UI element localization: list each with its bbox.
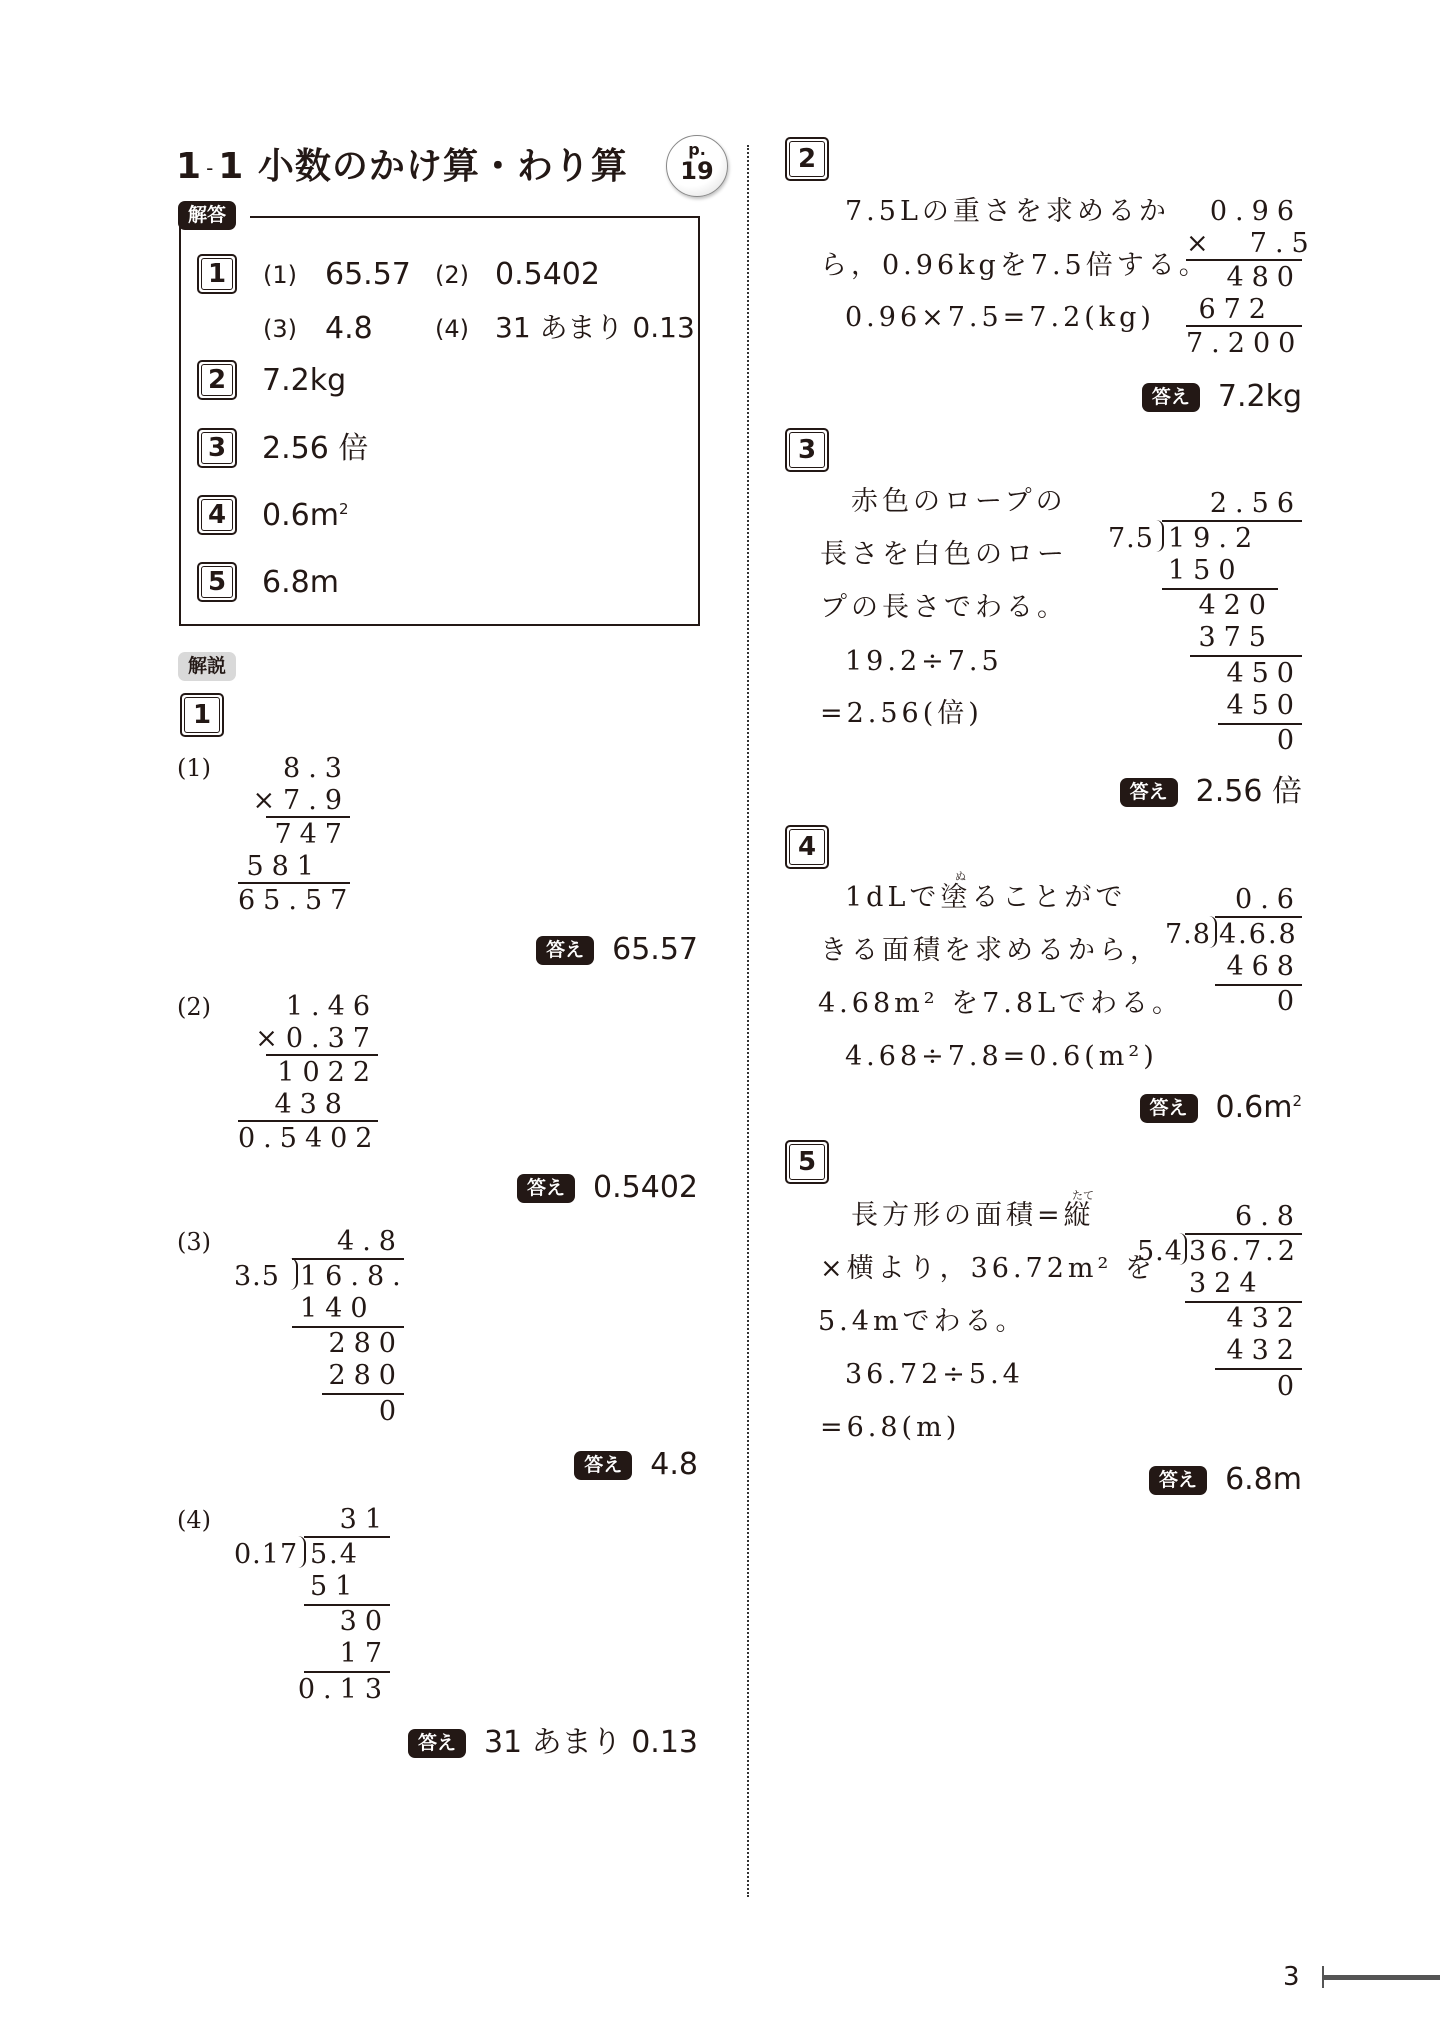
multiplication-1 (238, 753, 356, 916)
divisor: 3.5 (234, 1261, 280, 1292)
calc-row: ×7.9 (252, 785, 350, 816)
division-bar (1215, 916, 1302, 918)
division-step: 450 (1226, 690, 1302, 721)
calc-line (1186, 325, 1302, 327)
badge-number: 3 (789, 432, 825, 468)
problem-5-line-2: ×横より，36.72m² を (820, 1253, 1156, 1284)
calc-line (1186, 259, 1302, 261)
division-step: 0 (1276, 986, 1302, 1017)
division-bar (304, 1536, 390, 1538)
problem-5-line-1: 長方形の面積=縦 (851, 1200, 1095, 1231)
problem-5-line-4: 36.72÷5.4 (845, 1359, 1024, 1390)
answer-line-1-4 (408, 1725, 698, 1760)
divisor: 7.8 (1165, 919, 1211, 950)
page-bar (1323, 1975, 1440, 1980)
division-bracket (298, 1536, 306, 1568)
problem-4-line-1: 1dLで塗ることがで (845, 882, 1127, 913)
calc-line (238, 882, 350, 884)
answer-value: 7.2kg (1217, 379, 1302, 414)
column-divider (747, 145, 749, 1897)
answer-line-1-3 (574, 1447, 698, 1482)
calc-row: 747 (274, 819, 350, 850)
answer-tag: 答え (1120, 778, 1178, 807)
explanation-problem-3-badge (785, 428, 829, 472)
answer-line-5 (1149, 1462, 1302, 1497)
long-division-4 (234, 1506, 390, 1736)
dividend: 4.6.8 (1219, 919, 1298, 950)
division-step: 420 (1198, 590, 1274, 621)
problem-2-line-3: 0.96×7.5=7.2(kg) (845, 302, 1155, 333)
calc-row: 480 (1226, 262, 1302, 293)
answer-4-value (262, 498, 349, 533)
dividend: 16.8. (300, 1261, 409, 1292)
calc-line (238, 1120, 378, 1122)
division-step: 0 (1276, 1371, 1302, 1402)
answer-1-4-value: 31 あまり 0.13 (495, 311, 695, 344)
answers-tag: 解答 (178, 201, 236, 230)
page-ref-number: 19 (680, 157, 714, 185)
division-step: 140 (300, 1293, 376, 1324)
badge-number: 3 (201, 432, 233, 464)
calc-row: 672 (1198, 294, 1274, 325)
division-step: 375 (1198, 622, 1274, 653)
answer-line-3 (1120, 774, 1302, 809)
problem-4-line-4: 4.68÷7.8=0.6(m²) (845, 1041, 1158, 1072)
answer-tag: 答え (1142, 383, 1200, 412)
problem-5-line-5: =6.8(m) (820, 1412, 961, 1443)
answer-1-3-label: (3) (263, 315, 297, 343)
explanation-problem-2-badge (785, 137, 829, 181)
division-step: 450 (1226, 658, 1302, 689)
furigana-nu: ぬ (955, 870, 966, 883)
calc-line (322, 1393, 404, 1395)
division-bracket (290, 1258, 298, 1290)
calc-row: ×0.37 (255, 1023, 378, 1054)
calc-row: 438 (274, 1089, 350, 1120)
quotient: 6.8 (1235, 1201, 1302, 1232)
dividend: 19.2 (1168, 523, 1261, 554)
calc-row: 1022 (277, 1057, 378, 1088)
answer-tag: 答え (1149, 1466, 1207, 1495)
division-bar (292, 1258, 404, 1260)
answer-number: 0.6m (1215, 1090, 1293, 1125)
problem-3-line-5: =2.56(倍) (820, 698, 983, 729)
answer-problem-2-badge (197, 360, 237, 400)
division-bar (1162, 520, 1302, 522)
calc-row: 581 (246, 851, 322, 882)
division-step: 30 (339, 1606, 390, 1637)
badge-number: 4 (201, 499, 233, 531)
division-step: 280 (328, 1328, 404, 1359)
superscript: 2 (338, 500, 349, 518)
calc-line (1190, 655, 1302, 657)
divisor: 0.17 (234, 1539, 299, 1570)
page-title (176, 138, 628, 189)
problem-3-line-1: 赤色のロープの (851, 486, 1067, 517)
answer-tag: 答え (517, 1174, 575, 1203)
page-number: 3 (1283, 1962, 1300, 1992)
answer-2-value: 7.2kg (262, 363, 347, 398)
part-4-label: (4) (177, 1506, 211, 1534)
answer-value: 0.5402 (593, 1170, 698, 1205)
answer-tag: 答え (408, 1729, 466, 1758)
answer-tag: 答え (536, 936, 594, 965)
calc-row: 1.46 (285, 991, 378, 1022)
answer-1-2-value: 0.5402 (495, 257, 600, 292)
badge-number: 2 (201, 364, 233, 396)
answer-value: 31 あまり 0.13 (483, 1725, 698, 1760)
badge-number: 1 (184, 697, 220, 733)
badge-number: 1 (201, 258, 233, 290)
answer-line-2 (1142, 379, 1302, 414)
division-bar (1185, 1233, 1302, 1235)
calc-line (304, 1671, 390, 1673)
title-separator: - (206, 156, 215, 180)
part-3-label: (3) (177, 1228, 211, 1256)
quotient: 31 (339, 1504, 390, 1535)
answer-value: 4.8 (650, 1447, 698, 1482)
calc-line (1215, 1368, 1302, 1370)
division-step: 280 (328, 1360, 404, 1391)
division-step: 17 (339, 1638, 390, 1669)
long-division-p5 (1137, 1203, 1302, 1403)
problem-4-line-3: 4.68m² を7.8Lでわる。 (818, 988, 1183, 1019)
superscript: 2 (1292, 1092, 1302, 1110)
calc-row: 8.3 (283, 753, 350, 784)
part-2-label: (2) (177, 993, 211, 1021)
division-step: 0 (1276, 725, 1302, 756)
badge-number: 5 (789, 1144, 825, 1180)
problem-5-line-3: 5.4mでわる。 (818, 1306, 1027, 1337)
multiplication-p2 (1186, 196, 1317, 359)
long-division-p3 (1108, 488, 1302, 756)
quotient: 4.8 (337, 1226, 404, 1257)
problem-4-line-2: きる面積を求めるから， (820, 935, 1161, 966)
answer-1-1-label: (1) (263, 261, 297, 289)
calc-row: 7.200 (1186, 328, 1304, 359)
divisor: 5.4 (1137, 1236, 1183, 1267)
answer-value (1215, 1090, 1302, 1125)
answer-line-1-2 (517, 1170, 698, 1205)
calc-row: 0.5402 (238, 1123, 381, 1154)
division-step: 150 (1168, 555, 1244, 586)
furigana-tate: たて (1072, 1189, 1094, 1202)
explanation-problem-5-badge (785, 1140, 829, 1184)
answer-problem-5-badge (197, 562, 237, 602)
problem-3-line-2: 長さを白色のロー (820, 539, 1068, 570)
division-step: 324 (1189, 1268, 1265, 1299)
answer-5-value: 6.8m (262, 565, 339, 600)
division-step: 51 (310, 1571, 361, 1602)
explanation-tag: 解説 (178, 652, 236, 681)
long-division-p4 (1165, 886, 1302, 1026)
part-1-label: (1) (177, 754, 211, 782)
answer-problem-3-badge (197, 428, 237, 468)
answer-tag: 答え (574, 1451, 632, 1480)
answer-value: 6.8m (1225, 1462, 1302, 1497)
quotient: 2.56 (1209, 488, 1302, 519)
division-step: 432 (1226, 1335, 1302, 1366)
calc-line (266, 1054, 378, 1056)
badge-number: 5 (201, 566, 233, 598)
division-step: 432 (1226, 1303, 1302, 1334)
calc-row: 0.96 (1209, 196, 1302, 227)
problem-3-line-4: 19.2÷7.5 (845, 646, 1003, 677)
title-chapter: 1 (176, 146, 203, 187)
dividend: 5.4 (310, 1539, 359, 1570)
calc-line (266, 816, 350, 818)
division-bracket (1156, 520, 1164, 552)
answer-line-1-1 (536, 932, 698, 967)
answer-line-4 (1140, 1090, 1303, 1125)
quotient: 0.6 (1235, 884, 1302, 915)
answer-1-1-value: 65.57 (325, 257, 411, 292)
badge-number: 4 (789, 829, 825, 865)
long-division-3 (234, 1226, 409, 1458)
answer-1-3-value: 4.8 (325, 311, 373, 346)
title-section: 1 (218, 146, 245, 187)
division-step: 0.13 (297, 1674, 390, 1705)
explanation-problem-4-badge (785, 825, 829, 869)
answer-1-4-label: (4) (435, 315, 469, 343)
page-ref-prefix: p. (688, 140, 706, 159)
explanation-problem-1-badge (180, 693, 224, 737)
answer-1-2-label: (2) (435, 261, 469, 289)
answer-box-top-border (250, 216, 698, 218)
problem-2-line-2: ら，0.96kgを7.5倍する。 (820, 250, 1210, 281)
answer-value: 65.57 (612, 932, 698, 967)
division-step: 0 (378, 1396, 404, 1427)
calc-row: 65.57 (238, 885, 356, 916)
page-reference-badge (666, 135, 728, 197)
divisor: 7.5 (1108, 523, 1154, 554)
answer-problem-1-badge (197, 254, 237, 294)
answer-4-number: 0.6m (262, 498, 339, 533)
answer-problem-4-badge (197, 495, 237, 535)
problem-2-line-1: 7.5Lの重さを求めるか (845, 196, 1170, 227)
calc-row: × 7.5 (1186, 228, 1317, 259)
problem-3-line-3: プの長さでわる。 (820, 592, 1068, 623)
dividend: 36.7.2 (1189, 1236, 1299, 1267)
answer-tag: 答え (1140, 1094, 1198, 1123)
answer-value: 2.56 倍 (1195, 774, 1302, 809)
multiplication-2 (238, 991, 381, 1154)
answer-3-value: 2.56 倍 (262, 431, 369, 466)
badge-number: 2 (789, 141, 825, 177)
title-text: 小数のかけ算・わり算 (257, 146, 628, 187)
division-step: 468 (1226, 951, 1302, 982)
